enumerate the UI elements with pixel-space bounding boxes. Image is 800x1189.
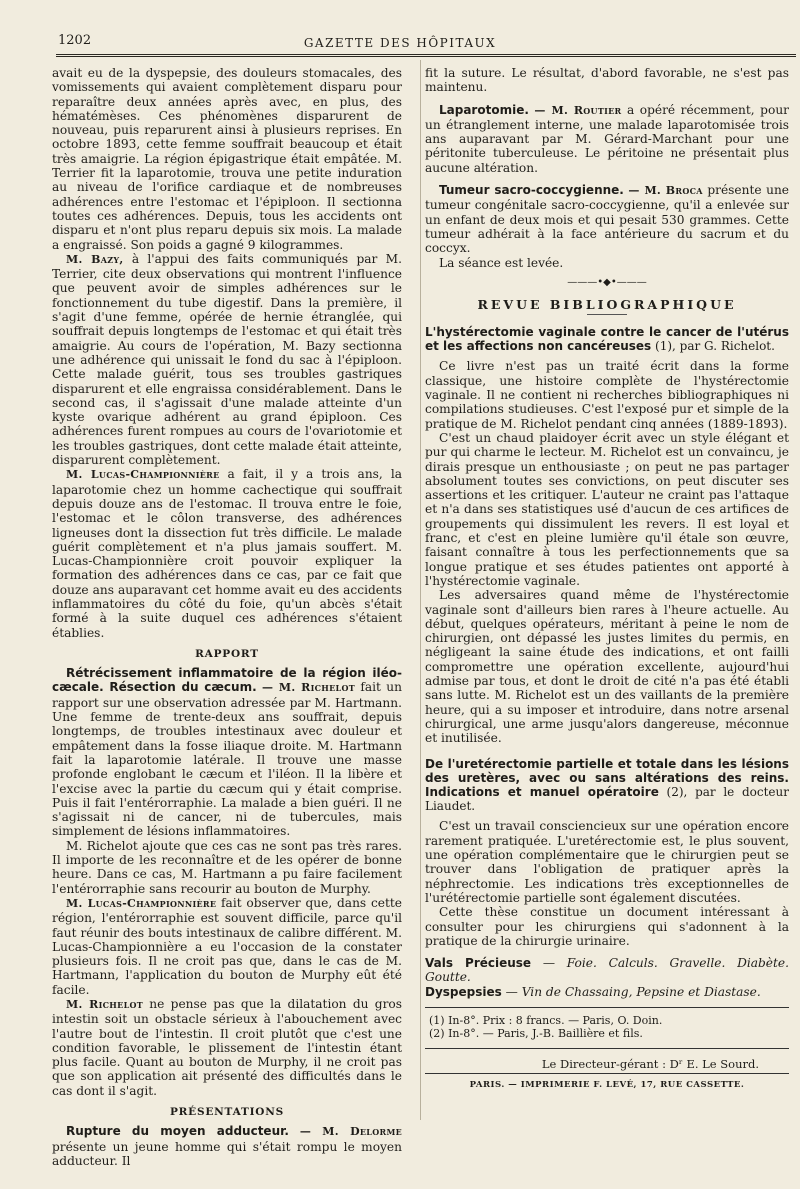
- paragraph: Cette thèse constitue un document intéressant à consulter pour les chirurgiens qui s'adonnent à la pratique de la chirurgie urinaire.: [425, 905, 789, 948]
- paragraph: [52, 1124, 402, 1168]
- paragraph: [52, 896, 402, 997]
- paragraph-text: à l'appui des faits communiqués par M. Terrier, cite deux observations qui montrent l'influence que peuvent avoir de simples adhérences sur le fonctionnement du tube digestif. Dans la première, il s'agit d'une femme, opérée de hernie étranglée, qui souffrait depuis longtemps de l'estomac et qui était très amaigrie. Au cours de l'opération, M. Bazy sectionna une adhérence qui unissait le fond du sac à l'épiploon. Cette malade guérit, tous ses troubles gastriques disparurent et elle engraissa considérablement. Dans le second cas, il s'agissait d'une malade atteinte d'un kyste ovarique adhérent au grand épiploon. Ces adhérences furent rompues au cours de l'ovariotomie et les troubles gastriques, dont cette malade était atteinte, disparurent complètement.: [52, 251, 402, 468]
- ad-text: — Foie. Calculs. Gravelle. Diabète. Goutte.: [425, 956, 790, 985]
- footnote: (1) In-8°. Prix : 8 francs. — Paris, O. Doin.: [429, 1014, 663, 1028]
- review-title: [425, 325, 789, 353]
- ad-name: Dyspepsies: [425, 984, 502, 999]
- speaker-name: — M. Routier: [534, 103, 622, 117]
- paragraph: [52, 997, 402, 1098]
- right-column: [425, 66, 789, 1093]
- section-heading-revue: REVUE BIBLIOGRAPHIQUE: [477, 297, 737, 313]
- section-heading-presentations: PRÉSENTATIONS: [169, 1106, 285, 1119]
- footnote: (2) In-8°. — Paris, J.-B. Baillière et fils.: [429, 1027, 643, 1041]
- paragraph-text: ne pense pas que la dilatation du gros intestin soit un obstacle sérieux à l'abouchement avec l'autre bout de l'intestin. Il croit plutôt que c'est une condition favorable, le plissement de l'intestin étant plus facile. Quant au bouton de Murphy, il ne croit pas que son application ait présenté des difficultés dans le cas dont il s'agit.: [52, 997, 402, 1098]
- paragraph-text: a fait, il y a trois ans, la laparotomie chez un homme cachectique qui souffrait depuis douze ans de l'estomac. Il trouva entre le foie, l'estomac et le côlon transverse, des adhérences ligneuses dont la dissection fut très difficile. Le malade guérit complètement et n'a plus jamais souffert. M. Lucas-Championnière croit pouvoir expliquer la formation des adhérences dans ce cas, par ce fait que douze ans auparavant cet homme avait eu des accidents inflammatoires du côté du foie, qu'un abcès s'était formé à la suite duquel ces adhérences s'étaient établies.: [52, 467, 402, 640]
- item-title: Rétrécissement inflammatoire de la région iléo-cæcale. Résection du cæcum.: [52, 666, 402, 695]
- signature: Le Directeur-gérant : Dʳ E. Le Sourd.: [541, 1057, 759, 1072]
- paragraph-text: présente une tumeur congénitale sacro-coccygienne, qu'il a enlevée sur un enfant de deux mois et qui pesait 530 grammes. Cette tumeur adhérait à la face antérieure du sacrum et du coccyx.: [425, 183, 790, 256]
- ad-name: Vals Précieuse: [425, 956, 532, 971]
- speaker-name: M. Lucas-Championnière: [66, 896, 217, 910]
- paragraph: [425, 103, 789, 175]
- speaker-name: — M. Broca: [628, 184, 703, 198]
- speaker-name: — M. Delorme: [299, 1125, 402, 1139]
- imprint-rule: [425, 1073, 789, 1074]
- item-title: Tumeur sacro-coccygienne.: [439, 183, 624, 198]
- imprint: PARIS. — IMPRIMERIE F. LEVÉ, 17, RUE CASSETTE.: [469, 1080, 745, 1091]
- ad-text: — Vin de Chassaing, Pepsine et Diastase.: [501, 984, 761, 999]
- paragraph: [52, 467, 402, 640]
- paragraph: M. Richelot ajoute que ces cas ne sont pas très rares. Il importe de les reconnaître et de les opérer de bonne heure. Dans ce cas, M. Hartmann a pu faire facilement l'entérorraphie sans recourir au bouton de Murphy.: [52, 838, 402, 896]
- paragraph: C'est un travail consciencieux sur une opération encore rarement pratiquée. L'uretérectomie est, le plus souvent, une opération complémentaire que le chirurgien peut se trouver dans l'obligation de pratiquer après la néphrectomie. Les indications très exceptionnelles de l'urétérectomie partielle sont également discutées.: [425, 819, 789, 905]
- signature-rule: [425, 1048, 789, 1049]
- footnote-rule: [425, 1007, 789, 1008]
- review-title-text: De l'uretérectomie partielle et totale dans les lésions des uretères, avec ou sans altérations des reins. Indications et manuel opératoire: [425, 757, 789, 800]
- page-number: 1202: [58, 33, 92, 48]
- speaker-name: M. Lucas-Championnière: [66, 468, 220, 482]
- paragraph-text: a opéré récemment, pour un étranglement interne, une malade laparotomisée trois ans auparavant par M. Gérard-Marchant pour une péritonite tuberculeuse. Le péritoine ne présentait plus aucune altération.: [425, 102, 789, 175]
- paragraph: Ce livre n'est pas un traité écrit dans la forme classique, une histoire complète de l'hystérectomie vaginale. Il ne contient ni recherches bibliographiques ni compilations studieuses. C'est l'exposé pur et simple de la pratique de M. Richelot pendant cinq années (1889-1893).: [425, 359, 789, 431]
- speaker-name: — M. Richelot: [262, 681, 355, 695]
- review-reference: (2), par le docteur Liaudet.: [425, 785, 790, 814]
- paragraph: C'est un chaud plaidoyer écrit avec un style élégant et pur qui charme le lecteur. M. Richelot est un convaincu, je dirais presque un enthousiaste ; on peut ne pas partager absolument toutes ses convictions, on peut discuter ses assertions et les critiquer. L'auteur ne craint pas l'attaque et n'a dans ses statistiques usé d'aucun de ces artifices de groupements qui dissimulent les revers. Il est loyal et franc, et c'est en pleine lumière qu'il étale son œuvre, faisant connaître à tous les perfectionnements que sa longue pratique et ses études patientes ont apporté à l'hystérectomie vaginale.: [425, 430, 789, 588]
- paragraph: [52, 252, 402, 467]
- item-title: Laparotomie.: [439, 102, 529, 117]
- speaker-name: M. Bazy,: [66, 252, 124, 266]
- header-rule: [56, 54, 796, 57]
- short-rule: [587, 314, 627, 315]
- column-separator: [420, 60, 421, 1120]
- advertisement: [425, 956, 789, 985]
- paragraph: avait eu de la dyspepsie, des douleurs stomacales, des vomissements qui avaient complètement disparu pour reparaître deux années après avec, en plus, des hématémèses. Ces phénomènes disparurent de nouveau, puis reparurent ainsi à plusieurs reprises. En octobre 1893, cette femme souffrait beaucoup et était très amaigrie. La région épigastrique était empâtée. M. Terrier fit la laparotomie, trouva une petite induration au niveau de l'orifice cardiaque et de nombreuses adhérences entre l'estomac et l'épiploon. Il sectionna toutes ces adhérences. Depuis, tous les accidents ont disparu et n'ont plus reparu depuis six mois. La malade a engraissé. Son poids a gagné 9 kilogrammes.: [52, 66, 402, 252]
- speaker-name: M. Richelot: [66, 998, 144, 1011]
- paragraph-text: présente un jeune homme qui s'était rompu le moyen adducteur. Il: [52, 1139, 402, 1168]
- item-title: Rupture du moyen adducteur.: [66, 1124, 289, 1139]
- paragraph: fit la suture. Le résultat, d'abord favorable, ne s'est pas maintenu.: [425, 66, 789, 95]
- review-title-text: L'hystérectomie vaginale contre le cancer de l'utérus et les affections non cancéreuses: [425, 325, 789, 354]
- paragraph-text: fait un rapport sur une observation adressée par M. Hartmann. Une femme de trente-deux ans souffrait, depuis longtemps, de troubles intestinaux avec douleur et empâtement dans la fosse iliaque droite. M. Hartmann fait la laparotomie latérale. Il trouve une masse profonde englobant le cæcum et l'iléon. Il la libère et l'excise avec la partie du cæcum qui y était comprise. Puis il fait l'entérorraphie. La malade a bien guéri. Il ne s'agissait ni de cancer, ni de tubercules, mais simplement de lésions inflammatoires.: [52, 680, 402, 839]
- paragraph: La séance est levée.: [439, 255, 564, 270]
- paragraph-text: fait observer que, dans cette région, l'entérorraphie est souvent difficile, parce qu'il faut réunir des bouts intestinaux de calibre différent. M. Lucas-Championnière a eu l'occasion de la constater plusieurs fois. Il ne croit pas que, dans le cas de M. Hartmann, l'application du bouton de Murphy eût été facile.: [52, 895, 402, 997]
- paragraph: [425, 183, 789, 255]
- left-column: [52, 66, 402, 1168]
- journal-title: GAZETTE DES HÔPITAUX: [303, 36, 497, 50]
- advertisement: [425, 985, 789, 999]
- ornament-divider: ———•◆•———: [567, 276, 647, 288]
- paragraph: [52, 666, 402, 839]
- review-reference: (1), par G. Richelot.: [651, 339, 775, 354]
- footnotes: [425, 1014, 789, 1040]
- paragraph: Les adversaires quand même de l'hystérectomie vaginale sont d'ailleurs bien rares à l'heure actuelle. Au début, quelques opérateurs, méritant à peine le nom de chirurgien, ont dépassé les justes limites du permis, en négligeant la saine étude des indications, et ont failli compromettre une opération excellente, aujourd'hui admise par tous, et dont le droit de cité n'a pas été établi sans lutte. M. Richelot est un des vaillants de la première heure, qui a su imposer et introduire, dans notre arsenal chirurgical, une arme jusqu'alors dangereuse, méconnue et inutilisée.: [425, 588, 789, 746]
- review-title: [425, 757, 789, 813]
- section-heading-rapport: RAPPORT: [195, 647, 259, 660]
